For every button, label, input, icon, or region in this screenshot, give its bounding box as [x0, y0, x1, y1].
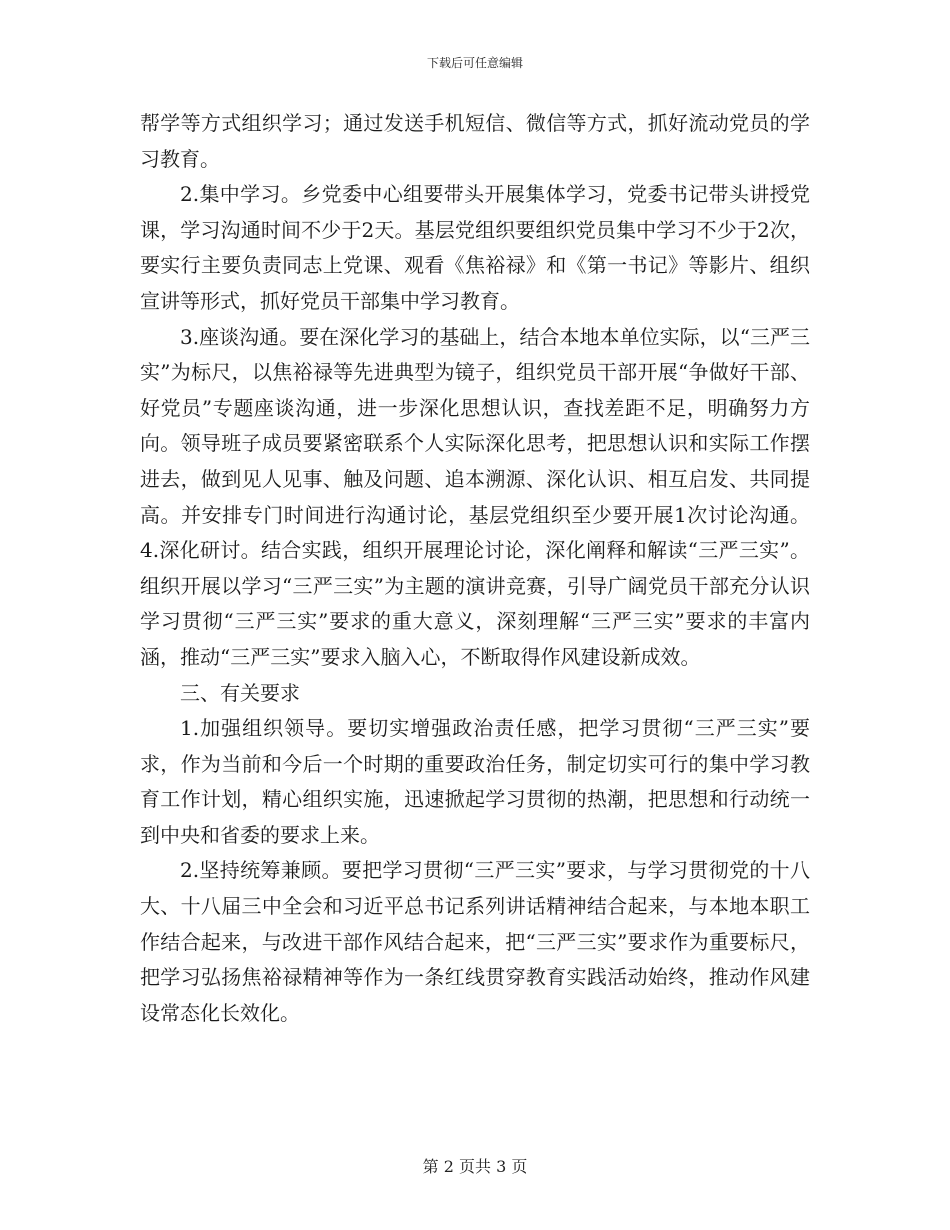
page-header: 下载后可任意编辑 [426, 56, 523, 70]
section-heading-requirements: 三、有关要求 [180, 680, 300, 705]
page-number-footer: 第 2 页共 3 页 [422, 1157, 528, 1176]
paragraph-continuation: 帮学等方式组织学习；通过发送手机短信、微信等方式，抓好流动党员的学习教育。 [140, 111, 810, 171]
document-body [140, 106, 810, 1031]
paragraph-centralized-study: 2.集中学习。乡党委中心组要带头开展集体学习，党委书记带头讲授党课，学习沟通时间不少于2天。基层党组织要组织党员集中学习不少于2次，要实行主要负责同志上党课、观看《焦裕禄》和《第一书记》等影片、组织宣讲等形式，抓好党员干部集中学习教育。 [140, 182, 810, 313]
paragraph-coordination: 2.坚持统筹兼顾。要把学习贯彻“三严三实”要求，与学习贯彻党的十八大、十八届三中全会和习近平总书记系列讲话精神结合起来，与本地本职工作结合起来，与改进干部作风结合起来，把“三严三实”要求作为重要标尺，把学习弘扬焦裕禄精神等作为一条红线贯穿教育实践活动始终，推动作风建设常态化长效化。 [140, 858, 810, 1025]
paragraph-leadership: 1.加强组织领导。要切实增强政治责任感，把学习贯彻“三严三实”要求，作为当前和今后一个时期的重要政治任务，制定切实可行的集中学习教育工作计划，精心组织实施，迅速掀起学习贯彻的热潮，把思想和行动统一到中央和省委的要求上来。 [140, 716, 810, 847]
paragraph-discussion: 3.座谈沟通。要在深化学习的基础上，结合本地本单位实际，以“三严三实”为标尺，以焦裕禄等先进典型为镜子，组织党员干部开展“争做好干部、好党员”专题座谈沟通，进一步深化思想认识，查找差距不足，明确努力方向。领导班子成员要紧密联系个人实际深化思考，把思想认识和实际工作摆进去，做到见人见事、触及问题、追本溯源、深化认识、相互启发、共同提高。并安排专门时间进行沟通讨论，基层党组织至少要开展1次讨论沟通。4.深化研讨。结合实践，组织开展理论讨论，深化阐释和解读“三严三实”。组织开展以学习“三严三实”为主题的演讲竞赛，引导广阔党员干部充分认识学习贯彻“三严三实”要求的重大意义，深刻理解“三严三实”要求的丰富内涵，推动“三严三实”要求入脑入心，不断取得作风建设新成效。 [140, 324, 810, 669]
